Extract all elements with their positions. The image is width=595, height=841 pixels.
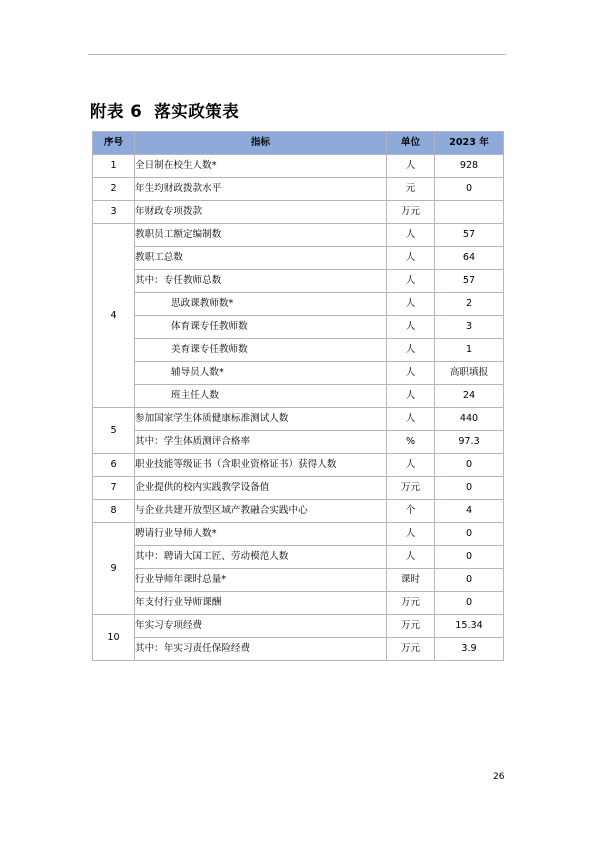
- row-value: 0: [435, 592, 504, 615]
- table-row: [93, 385, 504, 408]
- row-unit: 课时: [387, 569, 435, 592]
- row-indicator: 行业导师年课时总量*: [135, 569, 387, 592]
- policy-table: [92, 131, 504, 661]
- row-unit: 人: [387, 523, 435, 546]
- row-unit: 人: [387, 454, 435, 477]
- table-row: [93, 546, 504, 569]
- row-value: 64: [435, 247, 504, 270]
- row-value: 57: [435, 224, 504, 247]
- row-value: 4: [435, 500, 504, 523]
- row-indicator: 体育课专任教师数: [135, 316, 387, 339]
- row-value: 0: [435, 523, 504, 546]
- row-value: 0: [435, 477, 504, 500]
- table-row: [93, 569, 504, 592]
- row-unit: 人: [387, 316, 435, 339]
- row-value: 1: [435, 339, 504, 362]
- table-row: [93, 362, 504, 385]
- page-number: 26: [493, 772, 505, 782]
- row-unit: 人: [387, 339, 435, 362]
- table-row: [93, 454, 504, 477]
- row-no: 10: [93, 615, 135, 661]
- row-indicator: 职业技能等级证书（含职业资格证书）获得人数: [135, 454, 387, 477]
- table-row: [93, 178, 504, 201]
- row-unit: 万元: [387, 477, 435, 500]
- row-no: 6: [93, 454, 135, 477]
- table-row: [93, 638, 504, 661]
- row-indicator: 其中：年实习责任保险经费: [135, 638, 387, 661]
- row-unit: 人: [387, 293, 435, 316]
- row-indicator: 思政课教师数*: [135, 293, 387, 316]
- table-header-row: [93, 132, 504, 155]
- row-value: 高职填报: [435, 362, 504, 385]
- row-unit: 元: [387, 178, 435, 201]
- row-indicator: 班主任人数: [135, 385, 387, 408]
- row-indicator: 企业提供的校内实践教学设备值: [135, 477, 387, 500]
- row-value: 440: [435, 408, 504, 431]
- row-unit: 人: [387, 546, 435, 569]
- row-no: 3: [93, 201, 135, 224]
- row-indicator: 年实习专项经费: [135, 615, 387, 638]
- table-row: [93, 339, 504, 362]
- row-value: 0: [435, 454, 504, 477]
- row-value: 57: [435, 270, 504, 293]
- row-no: 1: [93, 155, 135, 178]
- row-indicator: 美育课专任教师数: [135, 339, 387, 362]
- table-row: [93, 431, 504, 454]
- row-unit: 人: [387, 270, 435, 293]
- row-unit: %: [387, 431, 435, 454]
- table-row: [93, 477, 504, 500]
- table-row: [93, 224, 504, 247]
- row-unit: 人: [387, 155, 435, 178]
- row-no: 8: [93, 500, 135, 523]
- row-unit: 人: [387, 224, 435, 247]
- row-unit: 人: [387, 362, 435, 385]
- row-unit: 万元: [387, 615, 435, 638]
- row-indicator: 参加国家学生体质健康标准测试人数: [135, 408, 387, 431]
- row-value: 928: [435, 155, 504, 178]
- row-no: 5: [93, 408, 135, 454]
- row-value: 0: [435, 569, 504, 592]
- title-text: 落实政策表: [154, 102, 240, 121]
- row-unit: 万元: [387, 201, 435, 224]
- row-indicator: 全日制在校生人数*: [135, 155, 387, 178]
- header-rule: [88, 54, 506, 55]
- row-indicator: 年财政专项拨款: [135, 201, 387, 224]
- row-value: 3: [435, 316, 504, 339]
- row-indicator: 聘请行业导师人数*: [135, 523, 387, 546]
- row-unit: 人: [387, 385, 435, 408]
- row-value: 15.34: [435, 615, 504, 638]
- table-row: [93, 247, 504, 270]
- row-indicator: 年支付行业导师课酬: [135, 592, 387, 615]
- row-indicator: 辅导员人数*: [135, 362, 387, 385]
- row-value: 2: [435, 293, 504, 316]
- row-no: 9: [93, 523, 135, 615]
- table-row: [93, 408, 504, 431]
- table-row: [93, 155, 504, 178]
- row-unit: 个: [387, 500, 435, 523]
- row-no: 7: [93, 477, 135, 500]
- row-indicator: 其中：专任教师总数: [135, 270, 387, 293]
- row-indicator: 其中：学生体质测评合格率: [135, 431, 387, 454]
- row-value: 3.9: [435, 638, 504, 661]
- col-header-year: 2023 年: [435, 132, 504, 155]
- row-indicator: 教职工总数: [135, 247, 387, 270]
- col-header-no: 序号: [93, 132, 135, 155]
- row-indicator: 其中：聘请大国工匠、劳动模范人数: [135, 546, 387, 569]
- row-no: 2: [93, 178, 135, 201]
- row-value: 0: [435, 178, 504, 201]
- table-row: [93, 293, 504, 316]
- row-value: [435, 201, 504, 224]
- row-indicator: 教职员工额定编制数: [135, 224, 387, 247]
- title-prefix: 附表 6: [90, 102, 143, 121]
- row-value: 24: [435, 385, 504, 408]
- row-value: 97.3: [435, 431, 504, 454]
- row-unit: 人: [387, 247, 435, 270]
- row-indicator: 与企业共建开放型区域产教融合实践中心: [135, 500, 387, 523]
- table-row: [93, 270, 504, 293]
- table-row: [93, 500, 504, 523]
- row-unit: 万元: [387, 592, 435, 615]
- table-row: [93, 615, 504, 638]
- row-value: 0: [435, 546, 504, 569]
- table-row: [93, 201, 504, 224]
- row-unit: 人: [387, 408, 435, 431]
- row-unit: 万元: [387, 638, 435, 661]
- col-header-unit: 单位: [387, 132, 435, 155]
- table-row: [93, 523, 504, 546]
- table-row: [93, 316, 504, 339]
- row-no: 4: [93, 224, 135, 408]
- row-indicator: 年生均财政拨款水平: [135, 178, 387, 201]
- table-row: [93, 592, 504, 615]
- col-header-indicator: 指标: [135, 132, 387, 155]
- page-title: [90, 98, 239, 122]
